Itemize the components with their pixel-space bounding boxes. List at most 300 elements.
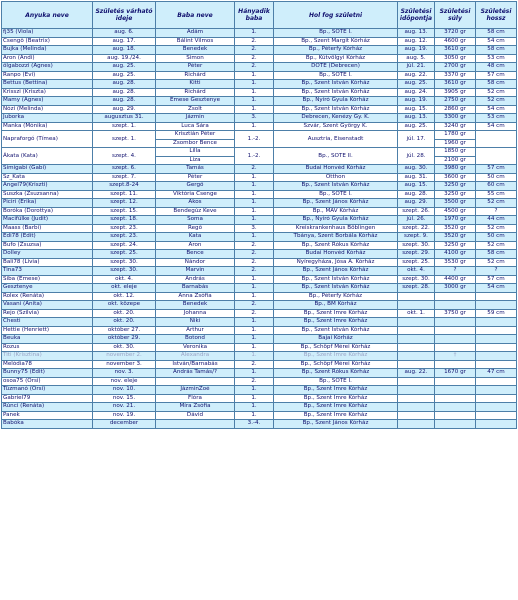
baby-number-cell: 1. — [235, 207, 274, 216]
table-row — [2, 420, 517, 429]
birth-place-cell: Bp., Szent Imre Kórház — [274, 403, 398, 412]
expected-date-cell: szept. 18. — [93, 216, 156, 225]
table-row — [2, 377, 517, 386]
birth-place-cell: Bp., Szent István Kórház — [274, 88, 398, 97]
birth-weight-cell — [435, 411, 476, 420]
baby-name-cell: Ádám — [156, 29, 235, 38]
expected-date-cell: október 29. — [93, 335, 156, 344]
table-row — [2, 105, 517, 114]
baby-name-cell: Bence — [156, 250, 235, 259]
birth-length-cell — [476, 343, 517, 352]
baby-number-cell: 1. — [235, 275, 274, 284]
baby-name-cell: Richárd — [156, 71, 235, 80]
birth-length-cell — [476, 301, 517, 310]
expected-date-cell: augusztus 31. — [93, 114, 156, 123]
baby-number-cell: 2. — [235, 63, 274, 72]
birth-weight-cell — [435, 394, 476, 403]
baby-name-cell: Jázmin — [156, 114, 235, 123]
birth-length-cell: 50 cm — [476, 173, 517, 182]
expected-date-cell: aug. 19./24. — [93, 54, 156, 63]
birth-length-cell — [476, 318, 517, 327]
birth-place-cell: Bp., MÁV Kórház — [274, 207, 398, 216]
birth-date-cell — [398, 352, 435, 361]
mother-name-cell: Hettie (Henriett) — [2, 326, 93, 335]
birth-place-cell: Bp., Szent Margit Kórház — [274, 37, 398, 46]
baby-number-cell: 2. — [235, 360, 274, 369]
baby-number-cell: 1. — [235, 394, 274, 403]
expected-date-cell: aug. 25. — [93, 63, 156, 72]
expected-date-cell: szept. 15. — [93, 207, 156, 216]
mother-name-cell: Csengő (Beatrix) — [2, 37, 93, 46]
baby-number-cell: 1. — [235, 122, 274, 131]
mother-name-cell: Bunny75 (Edit) — [2, 369, 93, 378]
birth-date-cell: aug. 15. — [398, 105, 435, 114]
birth-date-cell: szept. 22. — [398, 224, 435, 233]
mother-name-cell: Panek — [2, 411, 93, 420]
header-mother-name: Anyuka neve — [2, 2, 93, 29]
mother-name-cell: Rúnci (Renáta) — [2, 403, 93, 412]
birth-place-cell: Bp., Szent Rókus Kórház — [274, 241, 398, 250]
birth-weight-cell: 3370 gr — [435, 71, 476, 80]
baby-name-cell: Barnabás — [156, 284, 235, 293]
birth-length-cell — [476, 292, 517, 301]
table-row — [2, 224, 517, 233]
baby-number-cell: 1. — [235, 335, 274, 344]
table-row — [2, 207, 517, 216]
baby-name-cell: Soma — [156, 216, 235, 225]
mother-name-cell: Beuka — [2, 335, 93, 344]
baby-number-cell: 2. — [235, 309, 274, 318]
birth-weight-cell — [435, 301, 476, 310]
birth-length-cell: 58 cm — [476, 80, 517, 89]
birth-date-cell — [398, 326, 435, 335]
birth-place-cell: Nyíregyháza, Jósa A. Kórház — [274, 258, 398, 267]
table-row — [2, 326, 517, 335]
baby-name-cell: Bálint Vilmos — [156, 37, 235, 46]
birth-weight-cell: 1970 gr — [435, 216, 476, 225]
mother-name-cell: Gesztenye — [2, 284, 93, 293]
expected-date-cell: szept. 4. — [93, 148, 156, 165]
table-row — [2, 122, 517, 131]
mother-name-cell: Krisszi (Kriszta) — [2, 88, 93, 97]
expected-date-cell: aug. 25. — [93, 71, 156, 80]
birth-date-cell: aug. 15. — [398, 182, 435, 191]
mother-name-cell: Angel79(Kriszti) — [2, 182, 93, 191]
table-row — [2, 343, 517, 352]
birth-place-cell: Bp., Szent István Kórház — [274, 105, 398, 114]
birth-length-cell: 47 cm — [476, 369, 517, 378]
birth-weight-cell — [435, 360, 476, 369]
birth-place-cell: Bp., Péterfy Kórház — [274, 292, 398, 301]
birth-place-cell: Bp., SOTE I. — [274, 71, 398, 80]
birth-weight-cell: 2700 gr — [435, 63, 476, 72]
birth-date-cell: aug. 22. — [398, 369, 435, 378]
birth-length-cell: 58 cm — [476, 46, 517, 55]
expected-date-cell: nov. eleje — [93, 377, 156, 386]
birth-date-cell: aug. 12. — [398, 37, 435, 46]
mother-name-cell: Bufo (Zsuzsa) — [2, 241, 93, 250]
birth-length-cell: 55 cm — [476, 190, 517, 199]
baby-name-cell: Zsolt — [156, 105, 235, 114]
birth-place-cell: Bp., Szent János Kórház — [274, 267, 398, 276]
mother-name-cell: Titi (Krisztina) — [2, 352, 93, 361]
table-row — [2, 411, 517, 420]
baby-name-cell: Niki — [156, 318, 235, 327]
birth-length-cell — [476, 386, 517, 395]
birth-place-cell: Tbánya, Szent Borbála Kórház — [274, 233, 398, 242]
expected-date-cell: aug. 28. — [93, 88, 156, 97]
baby-name-cell: István/Barnabás — [156, 360, 235, 369]
birth-weight-cell: 4500 gr — [435, 207, 476, 216]
mother-name-cell: Piciri (Erika) — [2, 199, 93, 208]
birth-length-cell: ? — [476, 207, 517, 216]
birth-length-cell: 54 cm — [476, 122, 517, 131]
baby-name-cell: Simon — [156, 54, 235, 63]
table-row — [2, 46, 517, 55]
baby-number-cell: 1. — [235, 88, 274, 97]
table-row — [2, 190, 517, 199]
baby-number-cell: 1. — [235, 233, 274, 242]
baby-number-cell: 1. — [235, 292, 274, 301]
baby-number-cell: 1. — [235, 326, 274, 335]
table-body — [2, 29, 517, 429]
baby-number-cell: 1. — [235, 80, 274, 89]
birth-length-cell: 52 cm — [476, 199, 517, 208]
birth-weight-cell — [435, 377, 476, 386]
birth-date-cell: szept. 28. — [398, 284, 435, 293]
table-row — [2, 360, 517, 369]
mother-name-cell: Bettus (Bettina) — [2, 80, 93, 89]
birth-date-cell — [398, 301, 435, 310]
mother-name-cell: Edi78 (Edit) — [2, 233, 93, 242]
birth-weight-cell — [435, 343, 476, 352]
mother-name-cell: fj35 (Viola) — [2, 29, 93, 38]
baby-number-cell: 1.-2. — [235, 131, 274, 148]
birth-date-cell: júl. 28. — [398, 148, 435, 165]
mother-name-cell: Siba (Emese) — [2, 275, 93, 284]
table-row — [2, 292, 517, 301]
birth-length-cell: 44 cm — [476, 216, 517, 225]
birth-date-cell: aug. 29. — [398, 199, 435, 208]
header-expected-date: Születés várható ideje — [93, 2, 156, 29]
table-row — [2, 71, 517, 80]
birth-date-cell — [398, 403, 435, 412]
birth-date-cell: szept. 9. — [398, 233, 435, 242]
birth-date-cell — [398, 377, 435, 386]
baby-name-cell: Marvin — [156, 267, 235, 276]
birth-weight-cell: 1960 gr — [435, 139, 476, 148]
baby-name-cell: Benedek — [156, 301, 235, 310]
birth-date-cell — [398, 394, 435, 403]
mother-name-cell: Nózi (Melinda) — [2, 105, 93, 114]
mother-name-cell: Rolex (Renáta) — [2, 292, 93, 301]
header-birth-weight: Születési súly — [435, 2, 476, 29]
mother-name-cell: Ákata (Kata) — [2, 148, 93, 165]
birth-date-cell: aug. 13. — [398, 114, 435, 123]
baby-name-cell: Lilla — [156, 148, 235, 157]
baby-name-cell: Míra Zsófia — [156, 403, 235, 412]
birth-place-cell: Bp., Szent István Kórház — [274, 182, 398, 191]
expected-date-cell: aug. 28. — [93, 97, 156, 106]
birth-length-cell: 52 cm — [476, 224, 517, 233]
table-row — [2, 250, 517, 259]
mother-name-cell: Melódia78 — [2, 360, 93, 369]
baby-number-cell: 2. — [235, 250, 274, 259]
birth-length-cell — [476, 148, 517, 165]
birth-place-cell: Budai Honvéd Kórház — [274, 250, 398, 259]
baby-number-cell: 1. — [235, 284, 274, 293]
birth-length-cell: ? — [476, 267, 517, 276]
birth-weight-cell: 1670 gr — [435, 369, 476, 378]
birth-date-cell: okt. 4. — [398, 267, 435, 276]
table-row — [2, 165, 517, 174]
birth-place-cell: Bp., Nyíró Gyula Kórház — [274, 216, 398, 225]
mother-name-cell: Ranpo (Évi) — [2, 71, 93, 80]
mother-name-cell: Mamy (Ágnes) — [2, 97, 93, 106]
baby-name-cell: Botond — [156, 335, 235, 344]
mother-name-cell: Babóka — [2, 420, 93, 429]
table-row — [2, 148, 517, 157]
table-row — [2, 173, 517, 182]
header-baby-name: Baba neve — [156, 2, 235, 29]
birth-place-cell: Bp., Schöpf Mérei Kórház — [274, 343, 398, 352]
birth-date-cell: aug. 19. — [398, 97, 435, 106]
mother-name-cell: Simigabi (Gabi) — [2, 165, 93, 174]
birth-weight-cell — [435, 318, 476, 327]
expected-date-cell: okt. 12. — [93, 292, 156, 301]
birth-table — [1, 1, 517, 429]
birth-weight-cell: 1780 gr — [435, 131, 476, 140]
baby-number-cell: 2. — [235, 165, 274, 174]
birth-place-cell: Bp., Szent Imre Kórház — [274, 352, 398, 361]
baby-number-cell: 3. — [235, 114, 274, 123]
birth-date-cell: aug. 24. — [398, 88, 435, 97]
birth-date-cell: aug. 5. — [398, 54, 435, 63]
expected-date-cell: aug. 18. — [93, 46, 156, 55]
baby-name-cell: Luca Sára — [156, 122, 235, 131]
birth-date-cell: júl. 17. — [398, 131, 435, 148]
birth-place-cell: Bp., Szent Imre Kórház — [274, 318, 398, 327]
table-row — [2, 267, 517, 276]
baby-name-cell: Kitti — [156, 80, 235, 89]
baby-name-cell: Johanna — [156, 309, 235, 318]
expected-date-cell: szept. 11. — [93, 190, 156, 199]
birth-date-cell: aug. 30. — [398, 165, 435, 174]
birth-date-cell: szept. 25. — [398, 258, 435, 267]
birth-weight-cell: 3520 gr — [435, 233, 476, 242]
mother-name-cell: őlgabozzi (Ágnes) — [2, 63, 93, 72]
baby-name-cell: Alexandra — [156, 352, 235, 361]
expected-date-cell: november 3. — [93, 360, 156, 369]
birth-length-cell: 57 cm — [476, 275, 517, 284]
expected-date-cell: aug. 29. — [93, 105, 156, 114]
birth-date-cell: aug. 28. — [398, 190, 435, 199]
expected-date-cell: nov. 19. — [93, 411, 156, 420]
mother-name-cell: Bujka (Melinda) — [2, 46, 93, 55]
expected-date-cell: szept. 23. — [93, 224, 156, 233]
header-birth-place: Hol fog születni — [274, 2, 398, 29]
baby-name-cell: Anna Zsófia — [156, 292, 235, 301]
baby-name-cell: Bendegúz Keve — [156, 207, 235, 216]
mother-name-cell: Gabriel79 — [2, 394, 93, 403]
birth-length-cell — [476, 377, 517, 386]
baby-name-cell: Richárd — [156, 88, 235, 97]
table-row — [2, 114, 517, 123]
mother-name-cell: Rejo (Szilvia) — [2, 309, 93, 318]
baby-number-cell: 2. — [235, 46, 274, 55]
birth-weight-cell: 3250 gr — [435, 182, 476, 191]
birth-length-cell: 59 cm — [476, 309, 517, 318]
baby-name-cell: Krisztián Péter — [156, 131, 235, 140]
birth-weight-cell — [435, 335, 476, 344]
birth-length-cell — [476, 326, 517, 335]
baby-number-cell: 1. — [235, 318, 274, 327]
mother-name-cell: Manka (Mónika) — [2, 122, 93, 131]
expected-date-cell: nov. 21. — [93, 403, 156, 412]
birth-table-container — [1, 1, 517, 429]
baby-number-cell: 1. — [235, 386, 274, 395]
header-row — [2, 2, 517, 29]
expected-date-cell: okt. 30. — [93, 343, 156, 352]
birth-place-cell: Bp., Szent István Kórház — [274, 80, 398, 89]
birth-place-cell: Szvár, Szent György K. — [274, 122, 398, 131]
birth-place-cell: Bp., Szent János Kórház — [274, 420, 398, 429]
expected-date-cell: szept.8-24 — [93, 182, 156, 191]
birth-place-cell: Bp., Kútvölgyi Kórház — [274, 54, 398, 63]
birth-weight-cell: ? — [435, 267, 476, 276]
birth-date-cell: aug. 19. — [398, 46, 435, 55]
baby-number-cell: 3. — [235, 224, 274, 233]
birth-length-cell: 52 cm — [476, 97, 517, 106]
birth-date-cell — [398, 335, 435, 344]
birth-length-cell — [476, 420, 517, 429]
baby-name-cell: András — [156, 275, 235, 284]
mother-name-cell: Macifülke (Judit) — [2, 216, 93, 225]
birth-weight-cell: 3610 gr — [435, 80, 476, 89]
baby-number-cell: 1. — [235, 182, 274, 191]
expected-date-cell: szept. 25. — [93, 250, 156, 259]
baby-number-cell: 1. — [235, 369, 274, 378]
baby-name-cell: JázminZoé — [156, 386, 235, 395]
birth-place-cell: Bp., Nyíró Gyula Kórház — [274, 97, 398, 106]
birth-weight-cell — [435, 403, 476, 412]
birth-date-cell: aug. 22. — [398, 71, 435, 80]
birth-length-cell — [476, 352, 517, 361]
birth-weight-cell: 2860 gr — [435, 105, 476, 114]
birth-weight-cell: † — [435, 352, 476, 361]
birth-length-cell: 58 cm — [476, 250, 517, 259]
table-row — [2, 182, 517, 191]
birth-length-cell — [476, 403, 517, 412]
expected-date-cell: nov. 15. — [93, 394, 156, 403]
birth-place-cell: DOTE (Debrecen) — [274, 63, 398, 72]
birth-length-cell — [476, 131, 517, 148]
birth-date-cell: aug. 25. — [398, 122, 435, 131]
birth-place-cell: Budai Honvéd Kórház — [274, 165, 398, 174]
table-row — [2, 29, 517, 38]
birth-weight-cell — [435, 326, 476, 335]
birth-weight-cell — [435, 292, 476, 301]
baby-number-cell: 1. — [235, 29, 274, 38]
baby-name-cell: Gergő — [156, 182, 235, 191]
birth-place-cell: Otthon — [274, 173, 398, 182]
birth-place-cell: Debrecen, Kenézy Gy. K. — [274, 114, 398, 123]
baby-number-cell: 2. — [235, 301, 274, 310]
birth-weight-cell: 1850 gr — [435, 148, 476, 157]
birth-length-cell: 50 cm — [476, 233, 517, 242]
birth-length-cell: 54 cm — [476, 37, 517, 46]
mother-name-cell: Tina73 — [2, 267, 93, 276]
baby-number-cell: 1. — [235, 403, 274, 412]
expected-date-cell: szept. 6. — [93, 165, 156, 174]
table-row — [2, 54, 517, 63]
birth-place-cell: Bp., Szent István Kórház — [274, 275, 398, 284]
baby-number-cell: 1. — [235, 97, 274, 106]
birth-weight-cell — [435, 420, 476, 429]
baby-name-cell: Veronika — [156, 343, 235, 352]
birth-place-cell: Bp., SOTE I. — [274, 190, 398, 199]
birth-length-cell — [476, 411, 517, 420]
table-row — [2, 88, 517, 97]
baby-name-cell: Arthur — [156, 326, 235, 335]
birth-weight-cell: 2100 gr — [435, 156, 476, 165]
mother-name-cell: Maass (Barbi) — [2, 224, 93, 233]
birth-place-cell: Bp., Szent Imre Kórház — [274, 386, 398, 395]
expected-date-cell: október 27. — [93, 326, 156, 335]
expected-date-cell: nov. 3. — [93, 369, 156, 378]
birth-place-cell: Bp., Szent Imre Kórház — [274, 394, 398, 403]
mother-name-cell: Rozus — [2, 343, 93, 352]
mother-name-cell: Áron (Andi) — [2, 54, 93, 63]
expected-date-cell: okt. eleje — [93, 284, 156, 293]
table-row — [2, 301, 517, 310]
table-row — [2, 275, 517, 284]
expected-date-cell: szept. 7. — [93, 173, 156, 182]
birth-date-cell — [398, 318, 435, 327]
expected-date-cell: okt. 20. — [93, 318, 156, 327]
birth-place-cell: Bp., Szent Imre Kórház — [274, 411, 398, 420]
birth-weight-cell: 3610 gr — [435, 46, 476, 55]
birth-date-cell — [398, 360, 435, 369]
birth-date-cell — [398, 420, 435, 429]
table-row — [2, 394, 517, 403]
mother-name-cell: Vasani (Anita) — [2, 301, 93, 310]
birth-weight-cell: 3980 gr — [435, 165, 476, 174]
baby-number-cell: 2. — [235, 37, 274, 46]
birth-weight-cell: 3520 gr — [435, 224, 476, 233]
table-row — [2, 284, 517, 293]
birth-weight-cell — [435, 386, 476, 395]
baby-name-cell: Péter — [156, 173, 235, 182]
baby-number-cell: 2. — [235, 54, 274, 63]
baby-number-cell: 1. — [235, 105, 274, 114]
birth-date-cell: okt. 1. — [398, 309, 435, 318]
birth-weight-cell: 3050 gr — [435, 54, 476, 63]
mother-name-cell: Chesti — [2, 318, 93, 327]
table-row — [2, 63, 517, 72]
expected-date-cell: december — [93, 420, 156, 429]
mother-name-cell: Tüzmanó (Orsi) — [2, 386, 93, 395]
birth-length-cell — [476, 360, 517, 369]
table-row — [2, 37, 517, 46]
birth-length-cell — [476, 335, 517, 344]
birth-date-cell: szept. 30. — [398, 275, 435, 284]
birth-place-cell: Bp., Szent János Kórház — [274, 199, 398, 208]
table-row — [2, 241, 517, 250]
baby-number-cell: 1. — [235, 343, 274, 352]
birth-date-cell — [398, 411, 435, 420]
mother-name-cell: Boróka (Dorottya) — [2, 207, 93, 216]
